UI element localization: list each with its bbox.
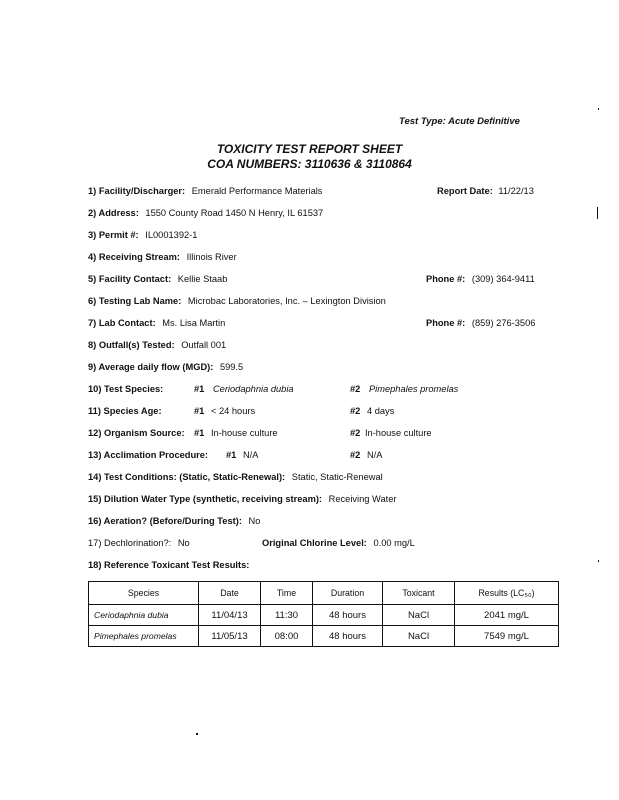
row-species-age-label: 11) Species Age: [88,406,162,416]
row-dilution-water [88,494,396,504]
acclimation-2 [350,450,382,460]
species-1 [194,384,294,394]
source-2-num: #2 [350,428,361,438]
row-label: 5) Facility Contact: [88,274,172,284]
chlorine-level [262,538,415,548]
row-test-species-label: 10) Test Species: [88,384,164,394]
report-date-label: Report Date: [437,186,493,196]
row-aeration [88,516,260,526]
source-1-value: In-house culture [210,428,278,438]
col-duration: Duration [313,582,383,605]
source-1-num: #1 [194,428,205,438]
cell-duration: 48 hours [313,626,383,647]
row-value: 1550 County Road 1450 N Henry, IL 61537 [145,208,324,218]
cell-toxicant: NaCl [383,605,455,626]
table-row [89,626,559,647]
row-permit [88,230,197,240]
age-1-num: #1 [194,406,205,416]
row-label: 14) Test Conditions: (Static, Static-Renewal): [88,472,286,482]
age-2 [350,406,394,416]
row-test-conditions [88,472,383,482]
row-value: IL0001392-1 [145,230,198,240]
row-facility [88,186,322,196]
report-date-value: 11/22/13 [498,186,534,196]
cell-date: 11/04/13 [199,605,261,626]
row-testing-lab [88,296,386,306]
row-label: 2) Address: [88,208,139,218]
row-facility-contact [88,274,227,284]
scan-mark [598,108,599,110]
row-value: Receiving Water [328,494,397,504]
row-value: Illinois River [186,252,237,262]
test-type: Test Type: Acute Definitive [399,116,520,127]
species-2-value: Pimephales promelas [368,384,459,394]
row-label: 9) Average daily flow (MGD): [88,362,214,372]
age-1-value: < 24 hours [210,406,256,416]
acclimation-1-value: N/A [242,450,259,460]
row-label: 7) Lab Contact: [88,318,156,328]
row-value: Microbac Laboratories, Inc. – Lexington Division [187,296,386,306]
cell-results: 2041 mg/L [455,605,559,626]
chlorine-value: 0.00 mg/L [373,538,415,548]
cell-species: Pimephales promelas [89,626,199,647]
source-1 [194,428,278,438]
row-label: 1) Facility/Discharger: [88,186,186,196]
phone-label: Phone #: [426,318,466,328]
col-species: Species [89,582,199,605]
source-2-value: In-house culture [364,428,432,438]
row-label: 6) Testing Lab Name: [88,296,182,306]
chlorine-label: Original Chlorine Level: [262,538,367,548]
row-value: No [177,538,190,548]
row-label: 4) Receiving Stream: [88,252,180,262]
col-toxicant: Toxicant [383,582,455,605]
scan-mark [598,560,599,562]
row-daily-flow [88,362,243,372]
row-outfall [88,340,226,350]
species-1-value: Ceriodaphnia dubia [212,384,294,394]
age-2-num: #2 [350,406,361,416]
cell-time: 08:00 [261,626,313,647]
acclimation-1 [226,450,258,460]
coa-numbers: COA NUMBERS: 3110636 & 3110864 [207,157,412,171]
col-results: Results (LC₅₀) [455,582,559,605]
row-label: 15) Dilution Water Type (synthetic, receiving stream): [88,494,323,504]
row-label: 3) Permit #: [88,230,139,240]
acclimation-2-num: #2 [350,450,361,460]
cell-time: 11:30 [261,605,313,626]
acclimation-1-num: #1 [226,450,237,460]
lab-phone [426,318,535,328]
report-title: TOXICITY TEST REPORT SHEET [216,142,403,156]
acclimation-2-value: N/A [366,450,383,460]
row-acclimation-label: 13) Acclimation Procedure: [88,450,209,460]
species-2 [350,384,458,394]
scan-mark [196,733,198,735]
row-value: Emerald Performance Materials [191,186,323,196]
row-label: 8) Outfall(s) Tested: [88,340,175,350]
cell-results: 7549 mg/L [455,626,559,647]
species-2-num: #2 [350,384,361,394]
col-time: Time [261,582,313,605]
row-organism-source-label: 12) Organism Source: [88,428,185,438]
cell-date: 11/05/13 [199,626,261,647]
cell-toxicant: NaCl [383,626,455,647]
row-value: Outfall 001 [181,340,227,350]
species-1-num: #1 [194,384,205,394]
table-header-row [89,582,559,605]
reference-toxicant-table [88,581,559,647]
table-row [89,605,559,626]
row-value: No [248,516,261,526]
col-date: Date [199,582,261,605]
row-receiving-stream [88,252,237,262]
row-value: Ms. Lisa Martin [162,318,226,328]
phone-value: (859) 276-3506 [471,318,536,328]
row-address [88,208,323,218]
row-lab-contact [88,318,225,328]
row-value: Static, Static-Renewal [291,472,383,482]
row-reference-toxicant-label: 18) Reference Toxicant Test Results: [88,560,250,570]
source-2 [350,428,432,438]
scan-mark [597,207,598,219]
cell-species: Ceriodaphnia dubia [89,605,199,626]
age-1 [194,406,255,416]
row-dechlorination [88,538,190,548]
row-value: 599.5 [219,362,244,372]
phone-label: Phone #: [426,274,466,284]
report-date [437,186,534,196]
cell-duration: 48 hours [313,605,383,626]
facility-phone [426,274,535,284]
row-label: 17) Dechlorination?: [88,538,172,548]
row-label: 16) Aeration? (Before/During Test): [88,516,242,526]
age-2-value: 4 days [366,406,395,416]
row-value: Kellie Staab [177,274,228,284]
phone-value: (309) 364-9411 [471,274,535,284]
